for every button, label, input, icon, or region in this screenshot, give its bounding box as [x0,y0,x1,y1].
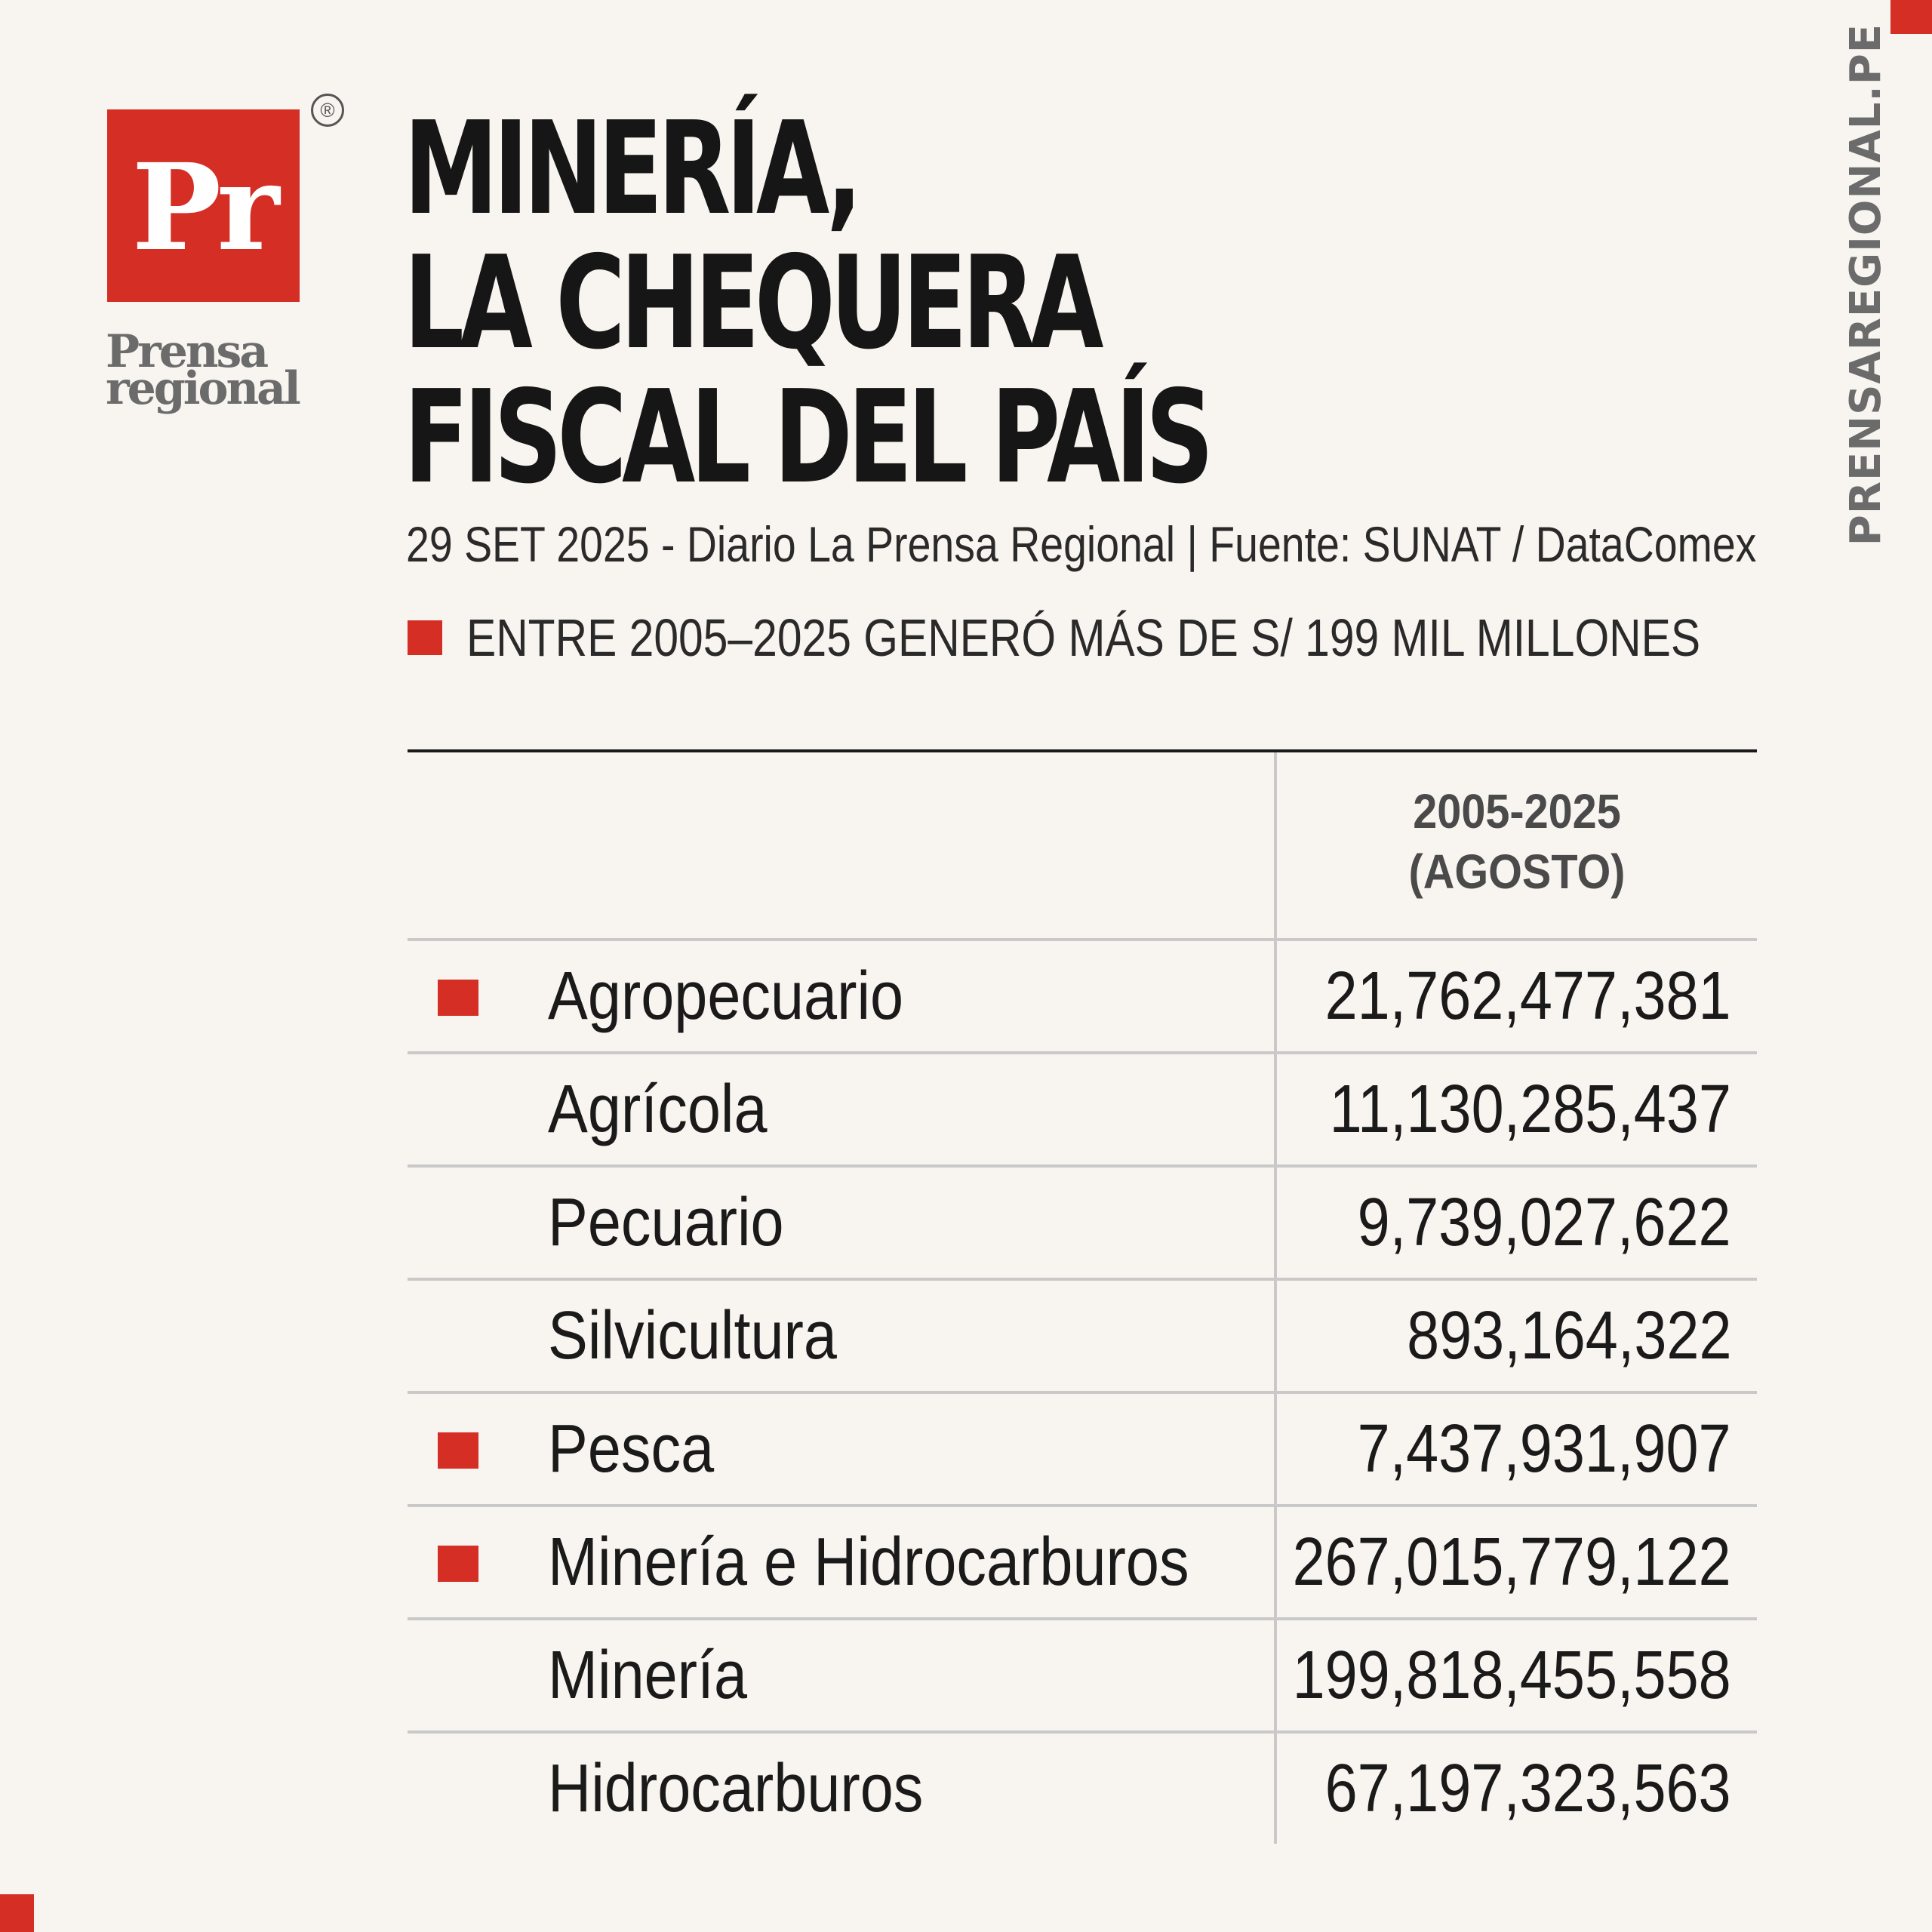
row-label-text: Pecuario [548,1184,784,1260]
row-value [1221,1507,1731,1617]
row-label-text: Hidrocarburos [548,1750,924,1826]
row-value-text: 267,015,779,122 [1292,1524,1731,1600]
table-row [408,1054,1757,1168]
row-label [548,1281,876,1391]
site-url-text: PRENSAREGIONAL.PE [1841,23,1890,546]
row-value [1264,1054,1731,1164]
row-label [548,1168,816,1278]
row-value [1259,941,1731,1051]
column-header-line2: (AGOSTO) [1408,844,1626,899]
row-label-text: Minería e Hidrocarburos [548,1524,1189,1600]
column-header [1277,781,1757,902]
row-label-text: Agrícola [548,1071,768,1147]
headline-line3: FISCAL DEL PAÍS [404,363,1209,512]
row-value-text: 11,130,285,437 [1329,1071,1731,1147]
row-value-text: 199,818,455,558 [1292,1637,1731,1713]
row-value [1297,1168,1731,1278]
brand-name-line2: regional [106,362,299,416]
row-value-text: 9,739,027,622 [1358,1184,1731,1260]
row-label-text: Pesca [548,1411,715,1487]
table-row [408,1620,1757,1734]
category-marker-icon [438,980,478,1016]
site-url-vertical [1835,23,1896,546]
brand-name [106,325,306,416]
row-label [548,1507,1276,1617]
category-marker-icon [438,1432,478,1469]
row-label-text: Minería [548,1637,748,1713]
row-label-text: Agropecuario [548,958,904,1034]
row-value-text: 67,197,323,563 [1324,1750,1731,1826]
subheading [408,608,1932,668]
column-header-line1: 2005-2025 [1413,784,1621,838]
row-label [548,1620,774,1730]
row-value-text: 893,164,322 [1406,1297,1731,1374]
table-body [408,941,1757,1844]
table-row [408,1394,1757,1507]
row-label-text: Silvicultura [548,1297,837,1374]
headline [404,94,1687,512]
table-row [408,941,1757,1054]
column-divider [1274,1281,1277,1391]
table-row [408,1507,1757,1620]
bullet-square-icon [408,620,442,655]
column-divider [1274,1394,1277,1504]
row-value-text: 7,437,931,907 [1358,1411,1731,1487]
date-source-line: 29 SET 2025 - Diario La Prensa Regional | Fuente: SUNAT / DataComex [406,516,1757,572]
row-label [548,1054,797,1164]
row-value [1259,1734,1731,1844]
table-header-row [408,752,1757,941]
row-value [1297,1394,1731,1504]
row-label [548,941,952,1051]
logo-mark: Pr [131,137,275,278]
table-row [408,1281,1757,1394]
headline-line2: LA CHEQUERA [404,229,1099,378]
brand-logo [107,109,300,302]
data-table [408,749,1757,1844]
row-value [1354,1281,1732,1391]
row-value-text: 21,762,477,381 [1324,958,1731,1034]
registered-trademark-icon: ® [311,94,344,127]
corner-accent-bottom-left [0,1894,34,1932]
row-label [548,1734,974,1844]
column-divider [1274,1168,1277,1278]
row-label [548,1394,737,1504]
subheading-text: ENTRE 2005–2025 GENERÓ MÁS DE S/ 199 MIL MILLONES [466,608,1701,667]
row-value [1221,1620,1731,1730]
brand-name-line1: Prensa [106,325,267,378]
table-row [408,1734,1757,1844]
headline-line1: MINERÍA, [404,94,858,244]
corner-accent-top-right [1890,0,1932,34]
table-row [408,1168,1757,1281]
category-marker-icon [438,1546,478,1582]
